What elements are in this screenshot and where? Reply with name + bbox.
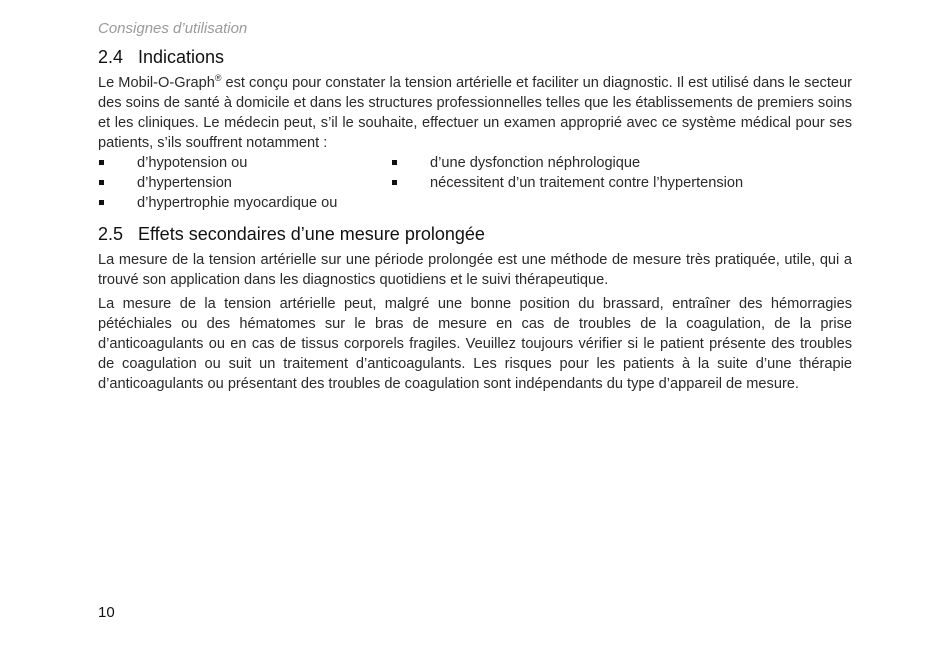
side-effects-paragraph-2: La mesure de la tension artérielle peut, malgré une bonne position du brassard, entraîner des hémorragies pétéchiales ou des hématomes sur le bras de mesure en cas de troubles de la coagulation, de la prise d’anticoagulants ou en cas de tissus corporels fragiles. Veuillez toujours vérifier si le patient présente des troubles de coagulation ou suit un traitement d’anticoagulants. Les risques pour les patients à la suite d’une thérapie d’anticoagulants ou présentant des troubles de coagulation sont indépendants du type d’appareil de mesure. (98, 296, 852, 392)
indications-text: est conçu pour constater la tension artérielle et faciliter un diagnostic. Il est utilisé dans le secteur des soins de santé à domicile et dans les structures professionnelles telles que les établissements de premiers soins et les cliniques. Le médecin peut, s’il le souhaite, effectuer un examen approprié avec ce système médical pour ses patients, s’ils souffrent notamment : (98, 75, 853, 151)
list-item-text: d’hypotension ou (137, 155, 248, 171)
document-page (98, 0, 852, 657)
list-item-text: nécessitent d’un traitement contre l’hypertension (430, 175, 744, 191)
section-heading-indications (98, 47, 224, 68)
square-bullet-icon (392, 160, 397, 165)
registered-trademark: ® (214, 73, 222, 84)
product-name: Le Mobil-O-Graph (98, 75, 215, 91)
square-bullet-icon (392, 180, 397, 185)
indications-paragraph (98, 73, 852, 153)
square-bullet-icon (99, 160, 104, 165)
section-number: 2.4 (98, 47, 124, 67)
list-item-text: d’hypertrophie myocardique ou (137, 195, 338, 211)
running-header: Consignes d’utilisation (98, 20, 248, 37)
section-title: Indications (138, 47, 225, 67)
page-number: 10 (98, 604, 115, 621)
square-bullet-icon (99, 180, 104, 185)
section-number: 2.5 (98, 224, 124, 244)
indications-bullet-list (98, 153, 852, 213)
list-item-text: d’hypertension (137, 175, 232, 191)
side-effects-paragraph-1: La mesure de la tension artérielle sur une période prolongée est une méthode de mesure très pratiquée, utile, qui a trouvé son application dans les diagnostics quotidiens et le suivi thérapeutique. (98, 252, 852, 288)
list-item-text: d’une dysfonction néphrologique (430, 155, 641, 171)
square-bullet-icon (99, 200, 104, 205)
section-heading-side-effects (98, 224, 485, 245)
section-title: Effets secondaires d’une mesure prolongée (138, 224, 485, 244)
